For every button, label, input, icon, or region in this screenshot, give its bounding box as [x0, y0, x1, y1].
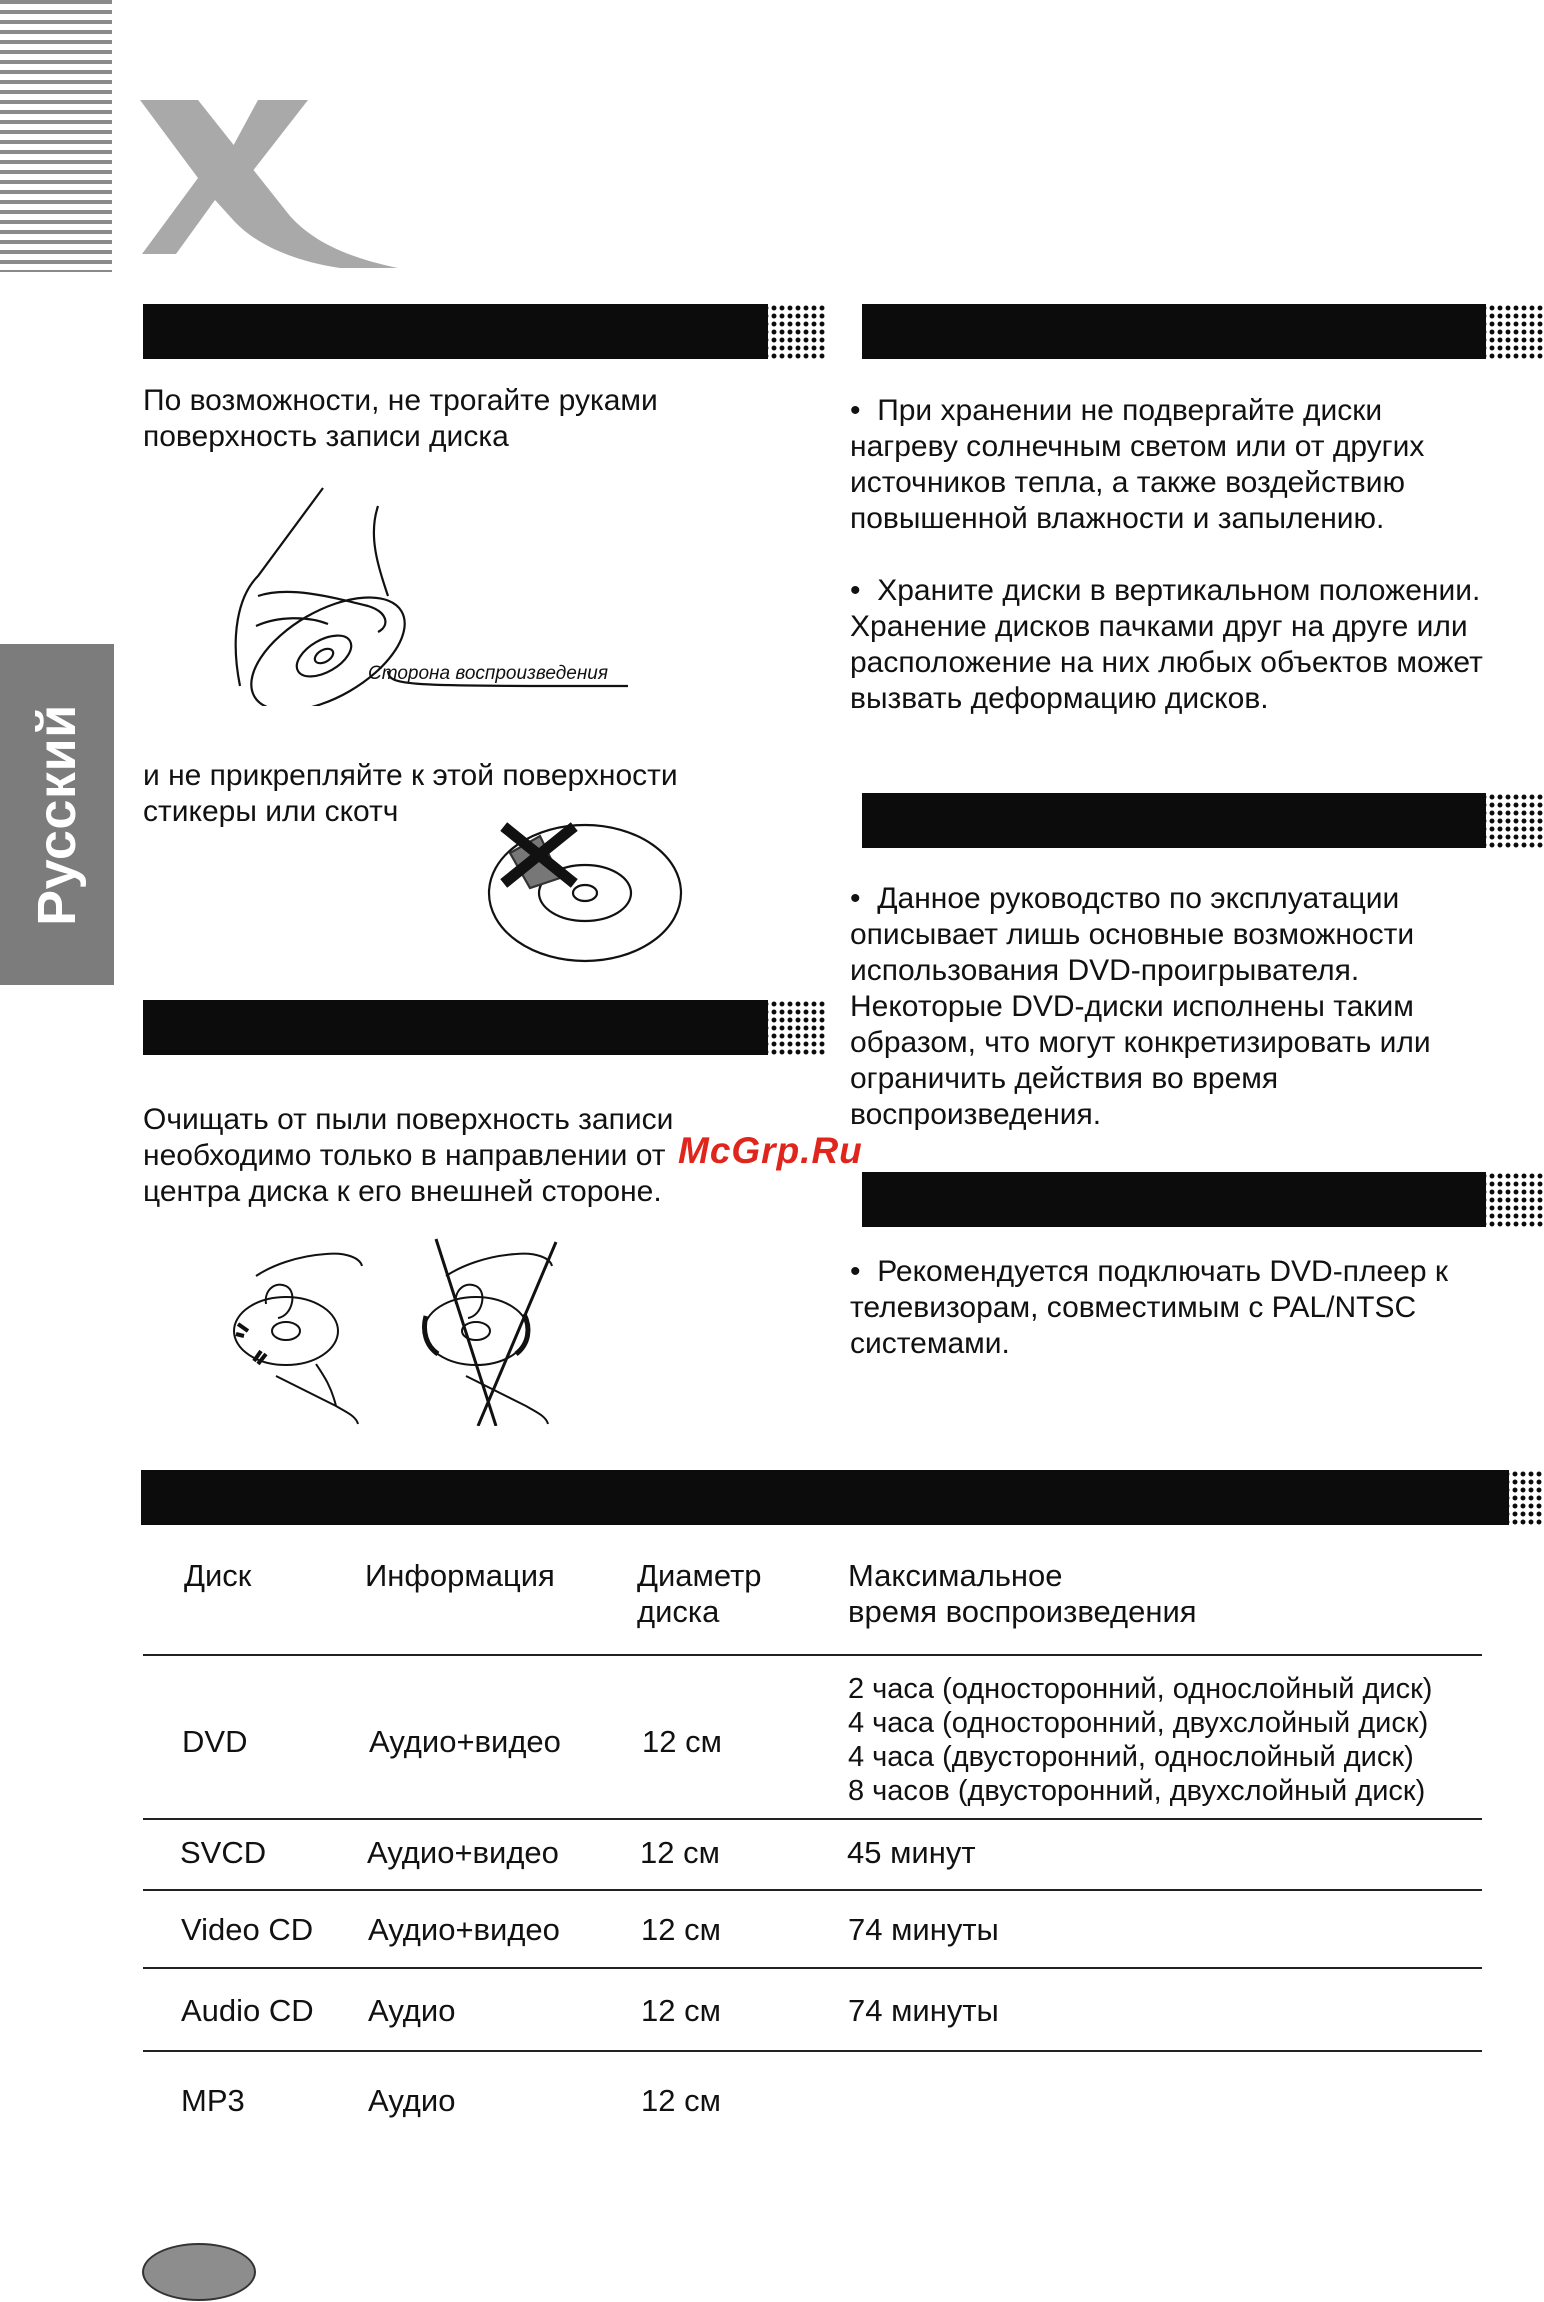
table-cell-disc: MP3 — [181, 2083, 245, 2118]
disc-no-sticker-illustration — [480, 818, 690, 968]
section-bar-manual-note — [862, 793, 1486, 848]
table-divider — [143, 1818, 1482, 1820]
manual-note-text — [850, 881, 1500, 1133]
language-tab[interactable] — [0, 644, 114, 985]
watermark: McGrp.Ru — [678, 1130, 863, 1171]
storage-bullet-1: • При хранении не подвергайте диски нагреву солнечным светом или от других источников тепла, а также воздействию повышенной влажности и запылению. — [850, 394, 1425, 535]
storage-bullet-2: • Храните диски в вертикальном положении. Хранение дисков пачками друг на друге или расположение на них любых объектов может вызвать деформацию дисков. — [850, 574, 1483, 715]
table-cell-time: 2 часа (односторонний, однослойный диск) 4 часа (односторонний, двухслойный диск) 4 часа (двусторонний, однослойный диск) 8 часов (двусторонний, двухслойный диск) — [848, 1673, 1433, 1807]
table-cell-disc: Video CD — [181, 1912, 314, 1947]
table-cell-diameter: 12 см — [641, 2083, 721, 2118]
table-cell-info: Аудио+видео — [367, 1835, 559, 1870]
table-divider — [143, 1967, 1482, 1969]
section-bar-disc-table — [141, 1470, 1509, 1525]
table-cell-info: Аудио+видео — [368, 1912, 560, 1947]
tv-note-text — [850, 1254, 1500, 1362]
table-cell-disc: Audio CD — [181, 1993, 314, 2028]
table-cell-info: Аудио+видео — [369, 1724, 561, 1759]
table-cell-diameter: 12 см — [641, 1912, 721, 1947]
disc-held-illustration — [228, 486, 638, 706]
handling-paragraph-2: и не прикрепляйте к этой поверхности стикеры или скотч — [143, 759, 678, 828]
table-header-disc: Диск — [184, 1558, 252, 1593]
table-cell-diameter: 12 см — [640, 1835, 720, 1870]
disc-side-caption: Сторона воспроизведения — [368, 663, 608, 684]
table-cell-diameter: 12 см — [642, 1724, 722, 1759]
brand-x-logo — [140, 98, 400, 270]
language-tab-label: Русский — [27, 703, 88, 926]
table-header-diameter: Диаметр диска — [637, 1558, 762, 1629]
section-bar-cleaning — [143, 1000, 768, 1055]
table-cell-disc: SVCD — [180, 1835, 267, 1870]
table-cell-info: Аудио — [368, 1993, 456, 2028]
cleaning-illustration — [226, 1236, 606, 1426]
table-header-time: Максимальное время воспроизведения — [848, 1558, 1197, 1629]
section-bar-storage — [862, 304, 1486, 359]
table-divider — [143, 1654, 1482, 1656]
table-cell-time: 74 минуты — [848, 1993, 999, 2028]
cleaning-paragraph: Очищать от пыли поверхность записи необходимо только в направлении от центра диска к его внешней стороне. — [143, 1103, 674, 1208]
tv-note-bullet: • Рекомендуется подключать DVD-плеер к телевизорам, совместимым с PAL/NTSC системами. — [850, 1255, 1448, 1360]
table-cell-disc: DVD — [182, 1724, 248, 1759]
table-cell-time: 74 минуты — [848, 1912, 999, 1947]
page-number-oval — [142, 2243, 256, 2301]
table-divider — [143, 2050, 1482, 2052]
section-bar-handling — [143, 304, 768, 359]
table-divider — [143, 1889, 1482, 1891]
storage-text — [850, 393, 1495, 717]
handling-paragraph-1: По возможности, не трогайте руками поверхность записи диска — [143, 384, 658, 453]
manual-note-bullet: • Данное руководство по эксплуатации описывает лишь основные возможности использования DVD-проигрывателя. Некоторые DVD-диски исполнены таким образом, что могут конкретизировать или ограничить действия во время воспроизведения. — [850, 882, 1431, 1131]
table-cell-info: Аудио — [368, 2083, 456, 2118]
table-cell-diameter: 12 см — [641, 1993, 721, 2028]
table-header-info: Информация — [365, 1558, 555, 1593]
table-cell-time: 45 минут — [847, 1835, 976, 1870]
header-stripes — [0, 0, 112, 272]
section-bar-tv-note — [862, 1172, 1486, 1227]
